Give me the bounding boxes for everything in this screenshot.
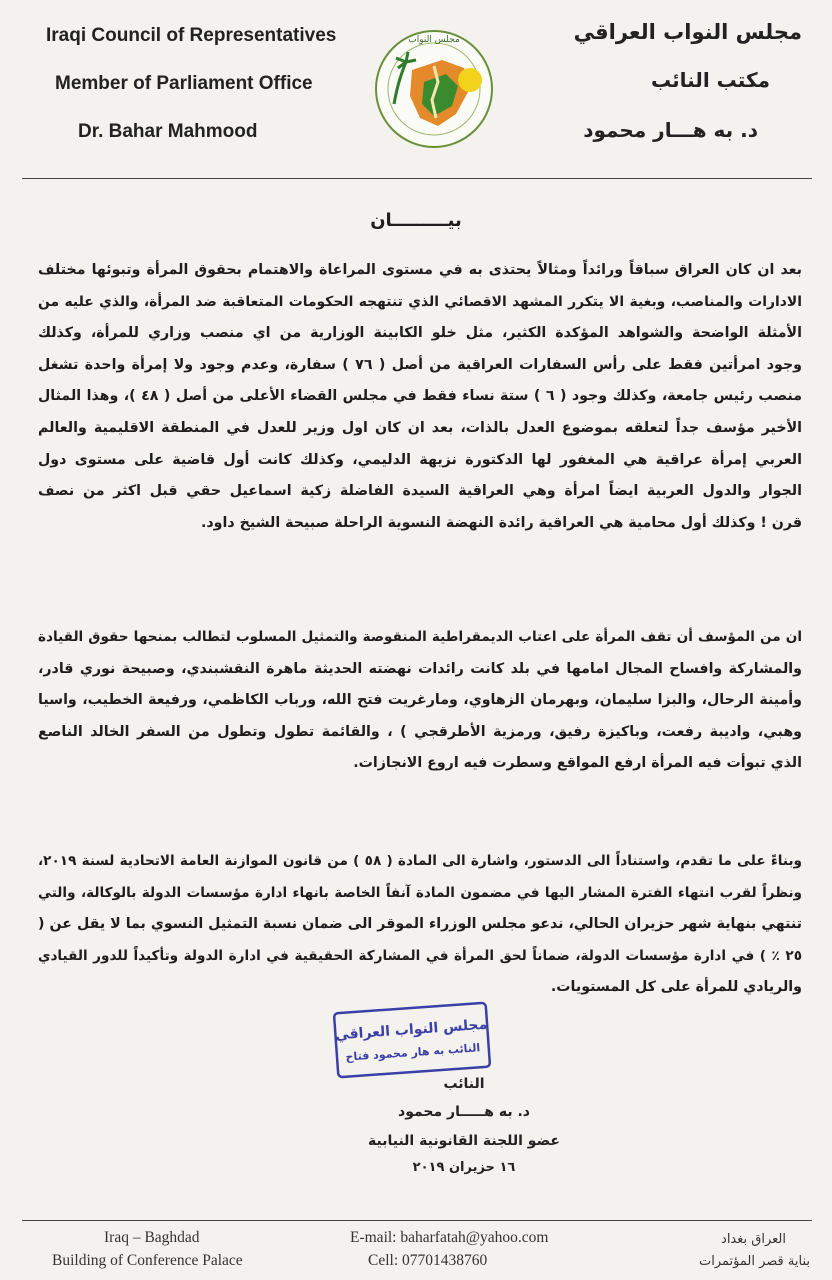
statement-title: بيـــــــــان (370, 210, 462, 231)
paragraph-line: وأمينة الرحال، والبزا سليمان، وبهرمان الزهاوي، ومارغريت فتح الله، ورباب الكاظمي، ورفيعة الخطيب، واسيا (38, 692, 802, 709)
header-ar-name: د. به هـــار محمود (583, 118, 758, 142)
stamp-line-1: مجلس النواب العراقي (334, 1016, 488, 1044)
parliament-logo (372, 22, 496, 156)
official-stamp (330, 1000, 494, 1080)
paragraph-1 (38, 255, 802, 539)
paragraph-2 (38, 622, 802, 780)
header-divider (22, 178, 812, 179)
paragraph-line: وهبي، واديبة رفعت، وباكيزة رفيق، ورمزية الأطرقجي ) ، والقائمة تطول وتطول من السفر الخالد الناصع (38, 723, 802, 740)
footer-phone: Cell: 07701438760 (368, 1252, 488, 1269)
signature-role: النائب (443, 1076, 485, 1092)
footer-divider (22, 1220, 812, 1221)
paragraph-line: والمشاركة وافساح المجال امامها في بلد كانت رائدات نهضته الحديثة ماهرة النقشبندي، وصبيحة نوري قادر، (38, 660, 802, 677)
signature-committee: عضو اللجنة القانونية النيابية (368, 1133, 560, 1149)
paragraph-line: وجود امرأتين فقط على رأس السفارات العراقية من أصل ( ٧٦ ) سفارة، وعدم وجود ولا إمرأة واحدة تشغل (38, 356, 802, 373)
paragraph-3 (38, 846, 802, 1004)
header-en-council: Iraqi Council of Representatives (46, 25, 337, 46)
paragraph-line: العربي إمرأة عراقية هي المغفور لها الدكتورة نزيهة الدليمي، وكذلك كانت أول قاضية على مستوى دول (38, 451, 802, 468)
header-ar-office: مكتب النائب (650, 68, 770, 92)
paragraph-line: قرن ! وكذلك أول محامية هي العراقية رائدة النهضة النسوية الراحلة صبيحة الشيخ داود. (201, 514, 802, 531)
header-en-name: Dr. Bahar Mahmood (78, 121, 258, 142)
paragraph-line: ان من المؤسف أن تقف المرأة على اعتاب الديمقراطية المنقوصة والتمثيل المسلوب لتطالب بمنحها حقوق القيادة (38, 629, 802, 645)
paragraph-line: الادارات والمناصب، وبغية الا يتكرر المشهد الاقصائي الذي تنتهجه الحكومات المتعاقبة ضد المرأة، والذي عليه من (38, 293, 802, 310)
paragraph-line: ٢٥ ٪ ) في ادارة مؤسسات الدولة، ضماناً لحق المرأة في المشاركة الحقيقية في ادارة الدولة وتأكيداً للدور القيادي (38, 947, 802, 964)
paragraph-line: الأخير مؤسف جداً لتعلقه بموضوع العدل بالذات، بعد ان كان اول وزير للعدل في المنطقة الاقليمية والعالم (38, 419, 802, 436)
header-en-office: Member of Parliament Office (55, 73, 313, 94)
logo-text: مجلس النواب (408, 35, 460, 45)
paragraph-line: وبناءً على ما تقدم، واستناداً الى الدستور، واشارة الى المادة ( ٥٨ ) من قانون الموازنة العامة الاتحادية لسنة ٢٠١٩، (38, 853, 802, 869)
footer-building-ar: بناية قصر المؤتمرات (699, 1254, 810, 1269)
footer-building-en: Building of Conference Palace (52, 1252, 243, 1269)
footer-city-en: Iraq – Baghdad (104, 1229, 200, 1246)
paragraph-line: الأمثلة الواضحة والشواهد المؤكدة الكثير، مثل خلو الكابينة الوزارية من اي منصب وزاري للمرأة، وكذلك (38, 325, 802, 342)
paragraph-line: الذي تبوأت فيه المرأة ارفع المواقع وسطرت فيه اروع الانجازات. (353, 755, 802, 772)
footer-city-ar: العراق بغداد (721, 1232, 786, 1247)
stamp-line-2: النائب به هار محمود فتاح (345, 1041, 481, 1064)
paragraph-line: والريادي للمرأة على كل المستويات. (550, 979, 802, 996)
signature-name: د. به هـــــار محمود (398, 1104, 530, 1120)
paragraph-line: بعد ان كان العراق سباقاً ورائداً ومثالاً يحتذى به في مستوى المراعاة والاهتمام بحقوق المرأة وتبوئها مختلف (38, 262, 802, 278)
paragraph-line: منصب رئيس جامعة، وكذلك وجود ( ٦ ) ستة نساء فقط في مجلس القضاء الأعلى من أصل ( ٤٨ )، وهذا المثال (38, 388, 802, 405)
paragraph-line: ونظراً لقرب انتهاء الفترة المشار اليها في مضمون المادة آنفاً الخاصة بانهاء ادارة مؤسسات الدولة بالوكالة، والتي (38, 884, 802, 901)
paragraph-line: الجوار والدول العربية ايضاً امرأة وهي العراقية السيدة الفاضلة زكية اسماعيل حقي قبل اكثر من نصف (38, 483, 802, 500)
header-ar-council: مجلس النواب العراقي (573, 20, 802, 44)
signature-date: ١٦ حزيران ٢٠١٩ (412, 1160, 516, 1175)
footer-email: E-mail: baharfatah@yahoo.com (350, 1229, 549, 1246)
paragraph-line: تنتهي بنهاية شهر حزيران الحالي، ندعو مجلس الوزراء الموقر الى ضمان نسبة التمثيل النسوي بما لا يقل عن ( (38, 916, 802, 933)
